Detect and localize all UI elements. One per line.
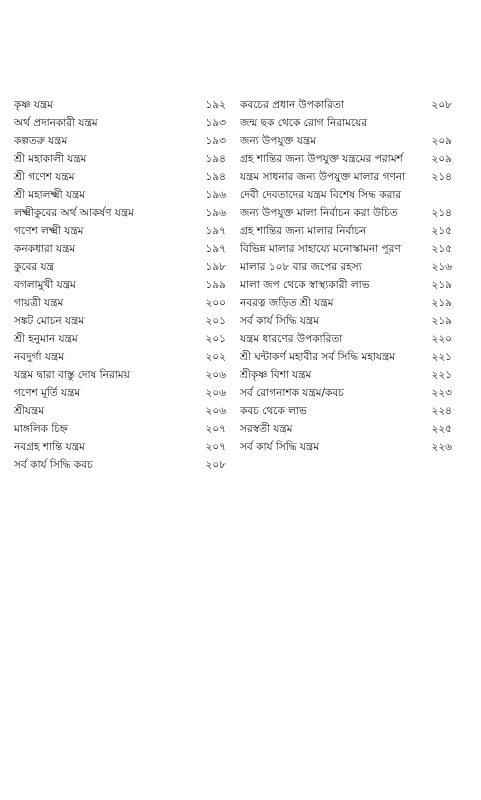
toc-entry-title: সর্ব কার্য সিদ্ধি যন্ত্রম xyxy=(240,441,320,453)
toc-entry-title: শ্রী হনুমান যন্ত্রম xyxy=(14,333,78,345)
toc-entry-page-number: ১৯৯ xyxy=(205,279,226,291)
toc-entry-page-number: ২২১ xyxy=(431,369,452,381)
toc-entry-page-number: ২১৯ xyxy=(431,315,452,327)
toc-entry-title: অর্থ প্রদানকারী যন্ত্রম xyxy=(14,117,98,129)
toc-entry-title: গণেশ লক্ষ্মী যন্ত্রম xyxy=(14,225,84,237)
toc-entry xyxy=(14,294,226,312)
toc-entry-title: নবরত্ন জড়িত শ্রী যন্ত্রম xyxy=(240,297,334,309)
toc-entry-page-number: ২০৬ xyxy=(205,387,226,399)
toc-entry-title: গ্রহ শান্তির জন্য উপযুক্ত যন্ত্রমের পরামর্শ xyxy=(240,153,403,165)
toc-entry xyxy=(14,330,226,348)
toc-entry-page-number: ২০০ xyxy=(205,297,226,309)
toc-entry xyxy=(14,384,226,402)
toc-entry xyxy=(14,186,226,204)
toc-entry-page-number: ২০৬ xyxy=(205,369,226,381)
toc-entry-title: জন্য উপযুক্ত যন্ত্রম xyxy=(240,135,317,147)
toc-entry-page-number: ১৯৬ xyxy=(205,207,226,219)
toc-entry xyxy=(240,150,452,168)
toc-entry-title: কল্পতরু যন্ত্রম xyxy=(14,135,68,147)
toc-entry-page-number: ২২৪ xyxy=(431,405,452,417)
toc-entry-page-number: ২১৫ xyxy=(431,225,452,237)
toc-entry xyxy=(14,150,226,168)
toc-entry-title: মাঙ্গলিক চিহ্ন xyxy=(14,423,68,435)
toc-entry-title: যন্ত্রম ধারণের উপকারিতা xyxy=(240,333,343,345)
toc-entry-page-number: ২০৭ xyxy=(205,441,226,453)
toc-entry-page-number: ২০৭ xyxy=(205,423,226,435)
toc-entry-title: নবদুর্গা যন্ত্রম xyxy=(14,351,65,363)
toc-entry xyxy=(240,366,452,384)
toc-entry-page-number: ১৯৮ xyxy=(205,261,226,273)
toc-left-column xyxy=(14,96,226,474)
toc-entry-title: সরস্বতী যন্ত্রম xyxy=(240,423,293,435)
toc-entry xyxy=(240,132,452,150)
toc-entry xyxy=(240,438,452,456)
toc-entry-title: কবচের প্রধান উপকারিতা xyxy=(240,99,344,111)
toc-right-column xyxy=(240,96,452,456)
toc-entry-page-number: ২০১ xyxy=(205,315,226,327)
toc-entry-page-number: ১৯৪ xyxy=(205,153,226,165)
toc-entry xyxy=(240,348,452,366)
toc-entry xyxy=(14,240,226,258)
toc-entry xyxy=(240,258,452,276)
toc-entry-title: নবগ্রহ শান্তি যন্ত্রম xyxy=(14,441,85,453)
toc-entry xyxy=(240,222,452,240)
toc-entry-title: কনকধারা যন্ত্রম xyxy=(14,243,76,255)
toc-entry xyxy=(14,438,226,456)
toc-entry-page-number: ২০৮ xyxy=(205,459,226,471)
toc-entry xyxy=(14,114,226,132)
toc-entry-title: লক্ষ্মীকুবের অর্থ আকর্ষণ যন্ত্রম xyxy=(14,207,134,219)
toc-entry xyxy=(14,204,226,222)
toc-entry xyxy=(14,222,226,240)
toc-entry xyxy=(240,294,452,312)
toc-entry xyxy=(14,96,226,114)
toc-entry-title: শ্রীযন্ত্রম xyxy=(14,405,45,417)
toc-entry-page-number: ২১৯ xyxy=(431,279,452,291)
toc-entry-page-number: ১৯৭ xyxy=(205,225,226,237)
toc-entry xyxy=(240,204,452,222)
toc-entry-page-number: ২১৪ xyxy=(431,207,452,219)
toc-entry-page-number: ২২৬ xyxy=(431,441,452,453)
toc-entry xyxy=(14,258,226,276)
toc-entry-page-number: ২২৩ xyxy=(431,387,452,399)
toc-entry-title: কুবের যন্ত্র xyxy=(14,261,54,273)
toc-entry-title: মালার ১০৮ বার জপের রহস্য xyxy=(240,261,362,273)
toc-entry xyxy=(240,402,452,420)
toc-entry xyxy=(14,276,226,294)
toc-entry xyxy=(14,420,226,438)
toc-entry xyxy=(240,330,452,348)
toc-entry-title: দেবী দেবতাদের যন্ত্রম বিশেষ সিদ্ধ করার xyxy=(240,189,402,201)
toc-entry xyxy=(14,132,226,150)
toc-entry-page-number: ১৯৪ xyxy=(205,171,226,183)
toc-entry-title: কৃষ্ণ যন্ত্রম xyxy=(14,99,53,111)
toc-entry xyxy=(240,168,452,186)
toc-entry-title: বিভিন্ন মালার সাহায্যে মনোস্কামনা পূরণ xyxy=(240,243,401,255)
toc-entry-title: সঙ্কট মোচন যন্ত্রম xyxy=(14,315,85,327)
toc-entry xyxy=(240,114,452,132)
toc-entry-page-number: ২১৫ xyxy=(431,243,452,255)
toc-entry-title: শ্রীকৃষ্ণ বিশা যন্ত্রম xyxy=(240,369,312,381)
toc-entry-page-number: ২০৯ xyxy=(431,153,452,165)
toc-entry-page-number: ২০৯ xyxy=(431,135,452,147)
toc-entry xyxy=(240,384,452,402)
toc-entry-page-number: ২০১ xyxy=(205,333,226,345)
toc-entry-page-number: ১৯৬ xyxy=(205,189,226,201)
toc-entry-page-number: ২২৫ xyxy=(431,423,452,435)
toc-entry-title: শ্রী মহালক্ষ্মী যন্ত্রম xyxy=(14,189,86,201)
toc-entry-title: বগলামুখী যন্ত্রম xyxy=(14,279,76,291)
toc-entry-page-number: ২১৯ xyxy=(431,297,452,309)
toc-entry-page-number: ১৯৭ xyxy=(205,243,226,255)
toc-entry xyxy=(14,366,226,384)
toc-entry xyxy=(14,348,226,366)
toc-entry-page-number: ২২১ xyxy=(431,351,452,363)
toc-entry-title: সর্ব কার্য সিদ্ধি যন্ত্রম xyxy=(240,315,320,327)
toc-entry xyxy=(240,420,452,438)
toc-entry xyxy=(240,96,452,114)
toc-entry xyxy=(14,402,226,420)
toc-entry-page-number: ১৯৩ xyxy=(205,135,226,147)
toc-entry xyxy=(240,186,452,204)
toc-entry-title: সর্ব রোগনাশক যন্ত্রম/কবচ xyxy=(240,387,344,399)
toc-entry-title: মালা জপ থেকে স্বাস্থ্যকারী লাভ xyxy=(240,279,370,291)
toc-entry-page-number: ২০২ xyxy=(205,351,226,363)
toc-entry-title: শ্রী গণেশ যন্ত্রম xyxy=(14,171,75,183)
toc-entry-page-number: ২১৬ xyxy=(431,261,452,273)
toc-entry xyxy=(240,240,452,258)
toc-entry-page-number: ২০৮ xyxy=(431,99,452,111)
toc-entry-page-number: ২১৪ xyxy=(431,171,452,183)
toc-entry-title: শ্রী মহাকালী যন্ত্রম xyxy=(14,153,87,165)
toc-entry-title: যন্ত্রম দ্বারা বাস্তু দোষ নিরাময় xyxy=(14,369,130,381)
toc-entry-title: জন্য উপযুক্ত মালা নির্বাচন করা উচিত xyxy=(240,207,398,219)
toc-entry-title: জন্ম ছক থেকে রোগ নিরাময়ের xyxy=(240,117,368,129)
toc-entry xyxy=(240,312,452,330)
toc-entry xyxy=(14,456,226,474)
toc-entry-page-number: ১৯২ xyxy=(205,99,226,111)
toc-entry xyxy=(240,276,452,294)
toc-entry-title: কবচ থেকে লাভ xyxy=(240,405,307,417)
toc-entry-page-number: ২০৬ xyxy=(205,405,226,417)
toc-entry-page-number: ১৯৩ xyxy=(205,117,226,129)
toc-entry xyxy=(14,168,226,186)
toc-entry-title: গায়ত্রী যন্ত্রম xyxy=(14,297,64,309)
toc-entry xyxy=(14,312,226,330)
toc-entry-title: যন্ত্রম সাধনার জন্য উপযুক্ত মালার গণনা xyxy=(240,171,406,183)
toc-entry-page-number: ২২০ xyxy=(431,333,452,345)
toc-entry-title: সর্ব কার্য সিদ্ধি কবচ xyxy=(14,459,93,471)
toc-entry-title: গণেশ মূর্তি যন্ত্রম xyxy=(14,387,81,399)
toc-entry-title: শ্রী ঘন্টাকর্ণ মহাবীর সর্ব সিদ্ধি মহাযন্ত্রম xyxy=(240,351,396,363)
toc-entry-title: গ্রহ শান্তির জন্য মালার নির্বাচন xyxy=(240,225,367,237)
